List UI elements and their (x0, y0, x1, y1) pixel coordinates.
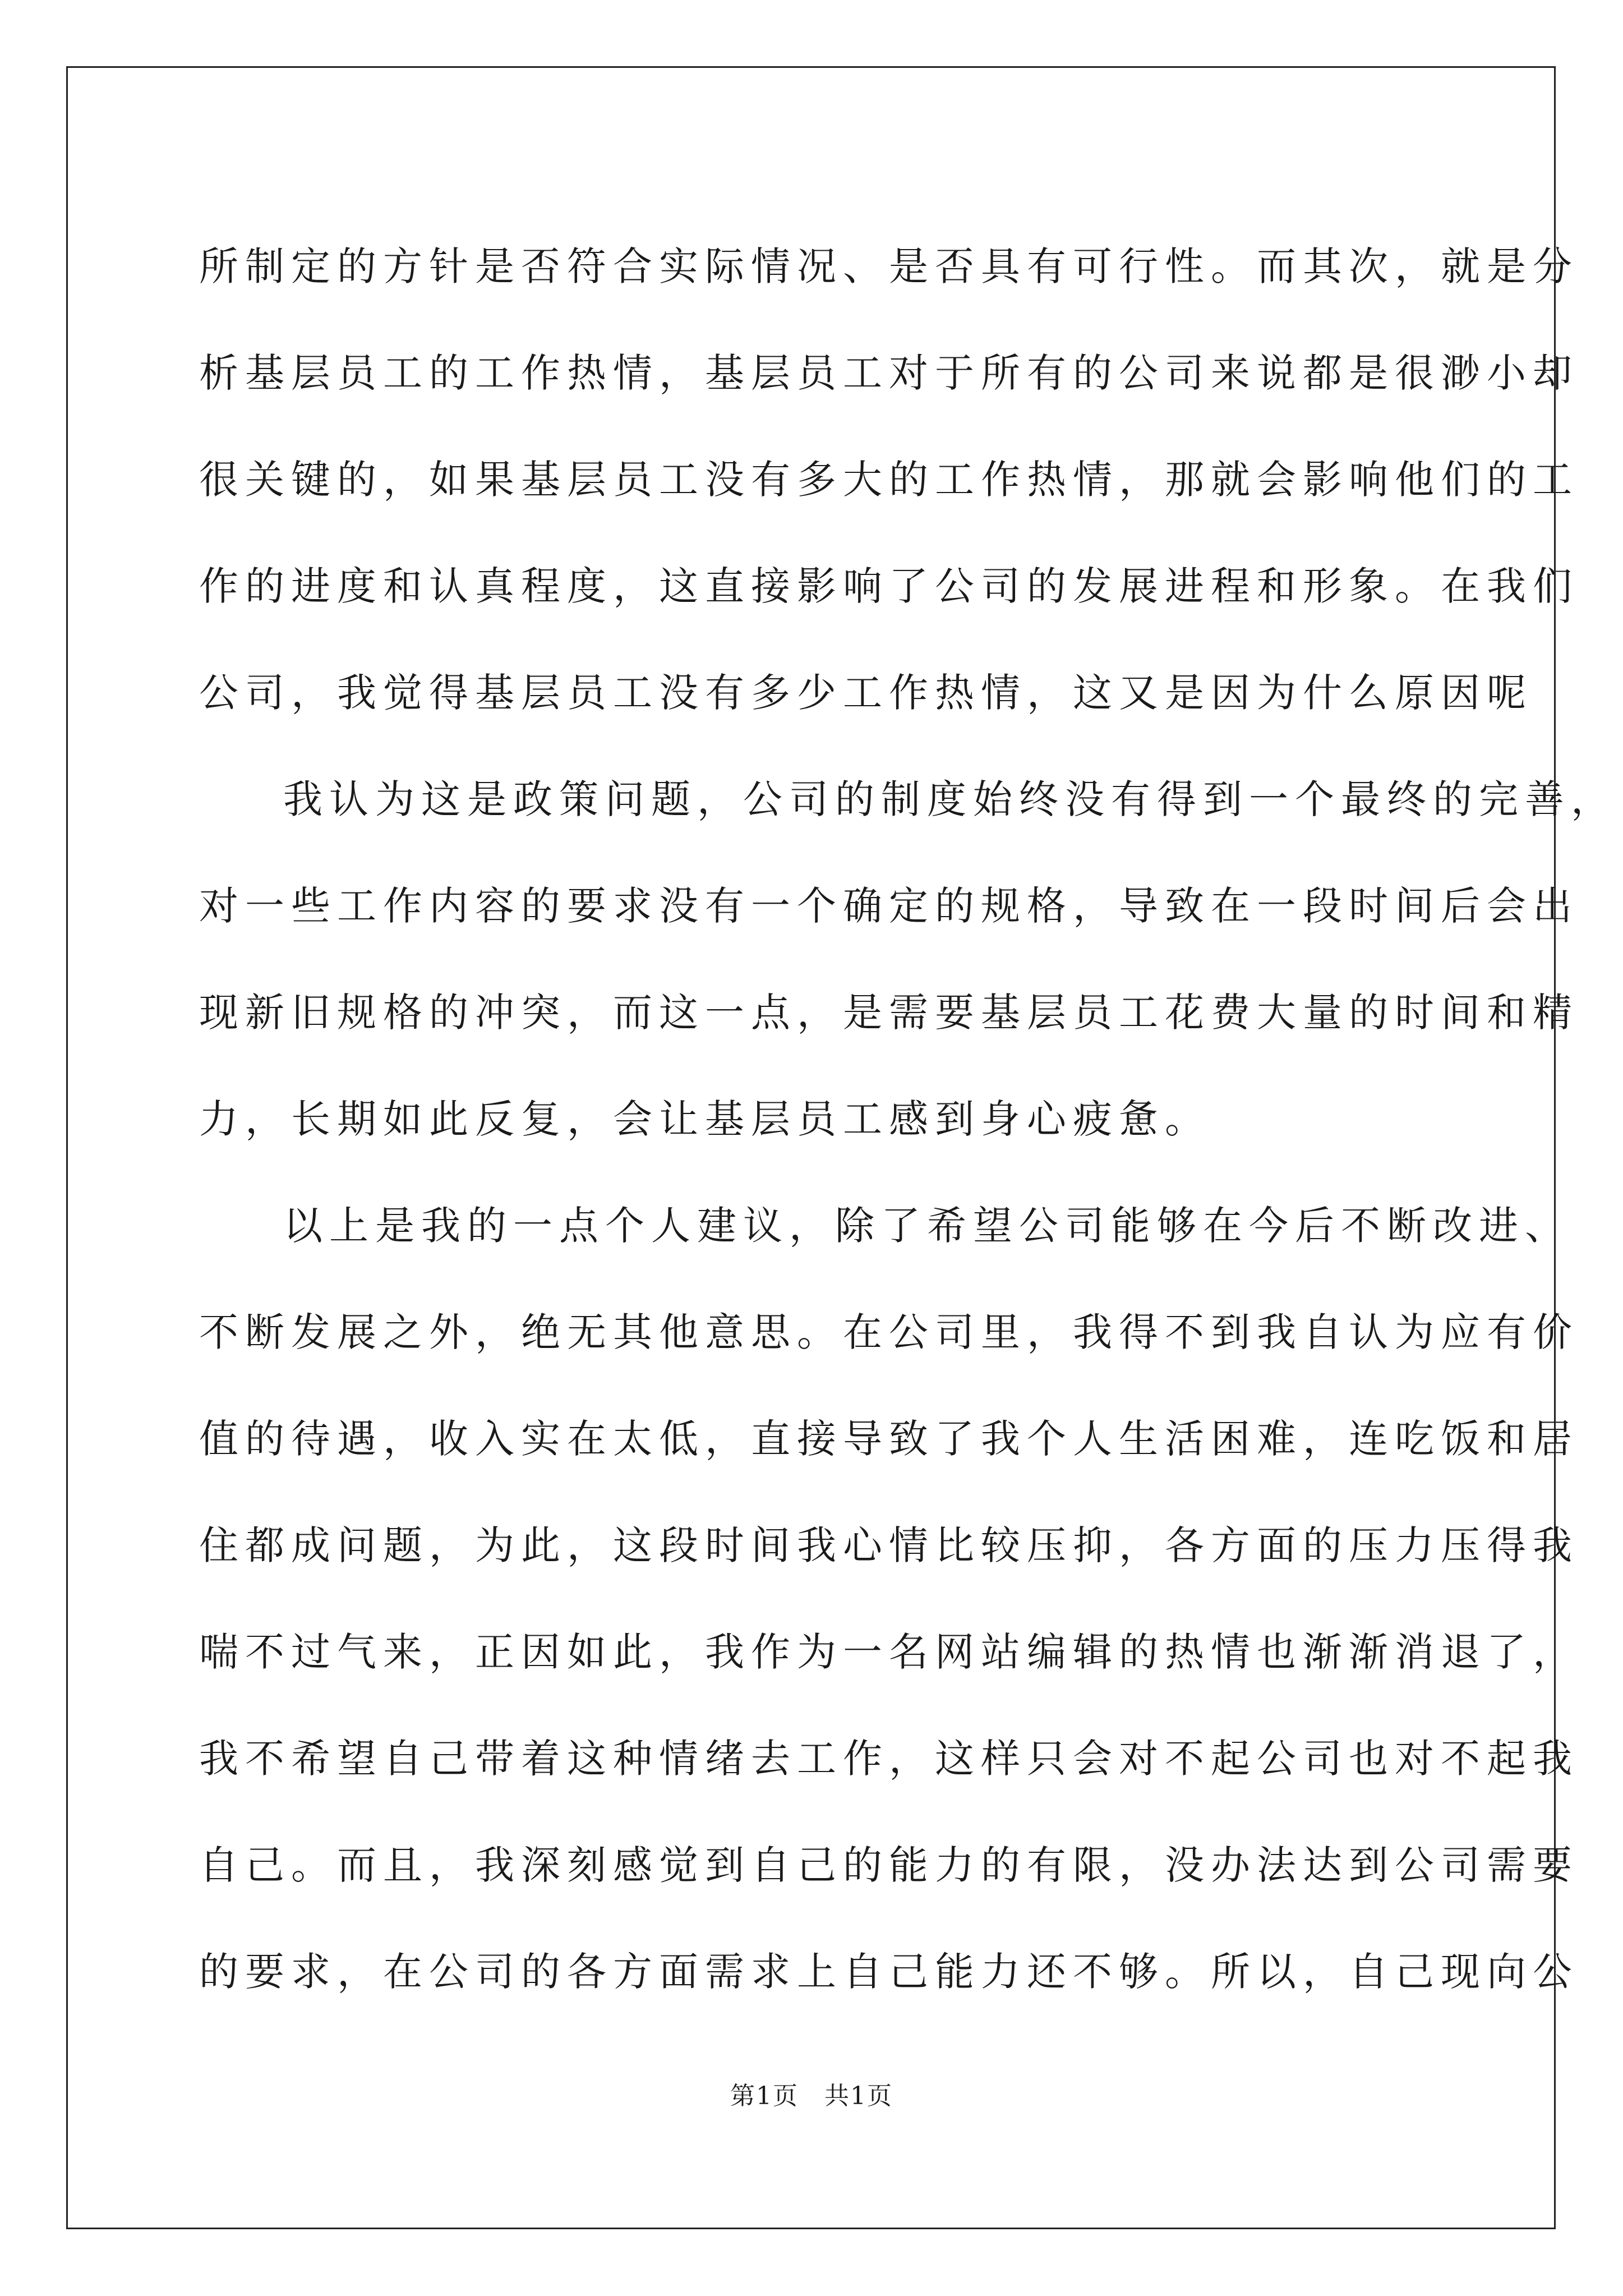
text-line: 对一些工作内容的要求没有一个确定的规格，导致在一段时间后会出 (199, 883, 1579, 929)
text-line: 力，长期如此反复，会让基层员工感到身心疲惫。 (199, 1096, 1211, 1142)
text-line: 很关键的，如果基层员工没有多大的工作热情，那就会影响他们的工 (199, 457, 1579, 503)
text-line: 的要求，在公司的各方面需求上自己能力还不够。所以，自己现向公 (199, 1949, 1579, 1995)
text-line: 住都成问题，为此，这段时间我心情比较压抑，各方面的压力压得我 (199, 1522, 1579, 1568)
page-number-footer: 第1页 共1页 (730, 2082, 893, 2110)
text-line: 不断发展之外，绝无其他意思。在公司里，我得不到我自认为应有价 (199, 1309, 1579, 1355)
text-line: 我不希望自己带着这种情绪去工作，这样只会对不起公司也对不起我 (199, 1736, 1579, 1782)
text-line: 所制定的方针是否符合实际情况、是否具有可行性。而其次，就是分 (199, 243, 1579, 289)
text-line: 作的进度和认真程度，这直接影响了公司的发展进程和形象。在我们 (199, 563, 1579, 609)
text-line: 以上是我的一点个人建议，除了希望公司能够在今后不断改进、 (283, 1203, 1571, 1249)
text-line: 析基层员工的工作热情，基层员工对于所有的公司来说都是很渺小却 (199, 350, 1579, 396)
text-line: 喘不过气来，正因如此，我作为一名网站编辑的热情也渐渐消退了， (199, 1629, 1579, 1675)
document-body (199, 213, 1617, 2025)
text-line: 我认为这是政策问题，公司的制度始终没有得到一个最终的完善， (283, 776, 1617, 822)
text-line: 值的待遇，收入实在太低，直接导致了我个人生活困难，连吃饭和居 (199, 1416, 1579, 1462)
text-line: 公司，我觉得基层员工没有多少工作热情，这又是因为什么原因呢 (199, 670, 1533, 716)
text-line: 自己。而且，我深刻感觉到自己的能力的有限，没办法达到公司需要 (199, 1842, 1579, 1888)
text-line: 现新旧规格的冲突，而这一点，是需要基层员工花费大量的时间和精 (199, 990, 1579, 1036)
